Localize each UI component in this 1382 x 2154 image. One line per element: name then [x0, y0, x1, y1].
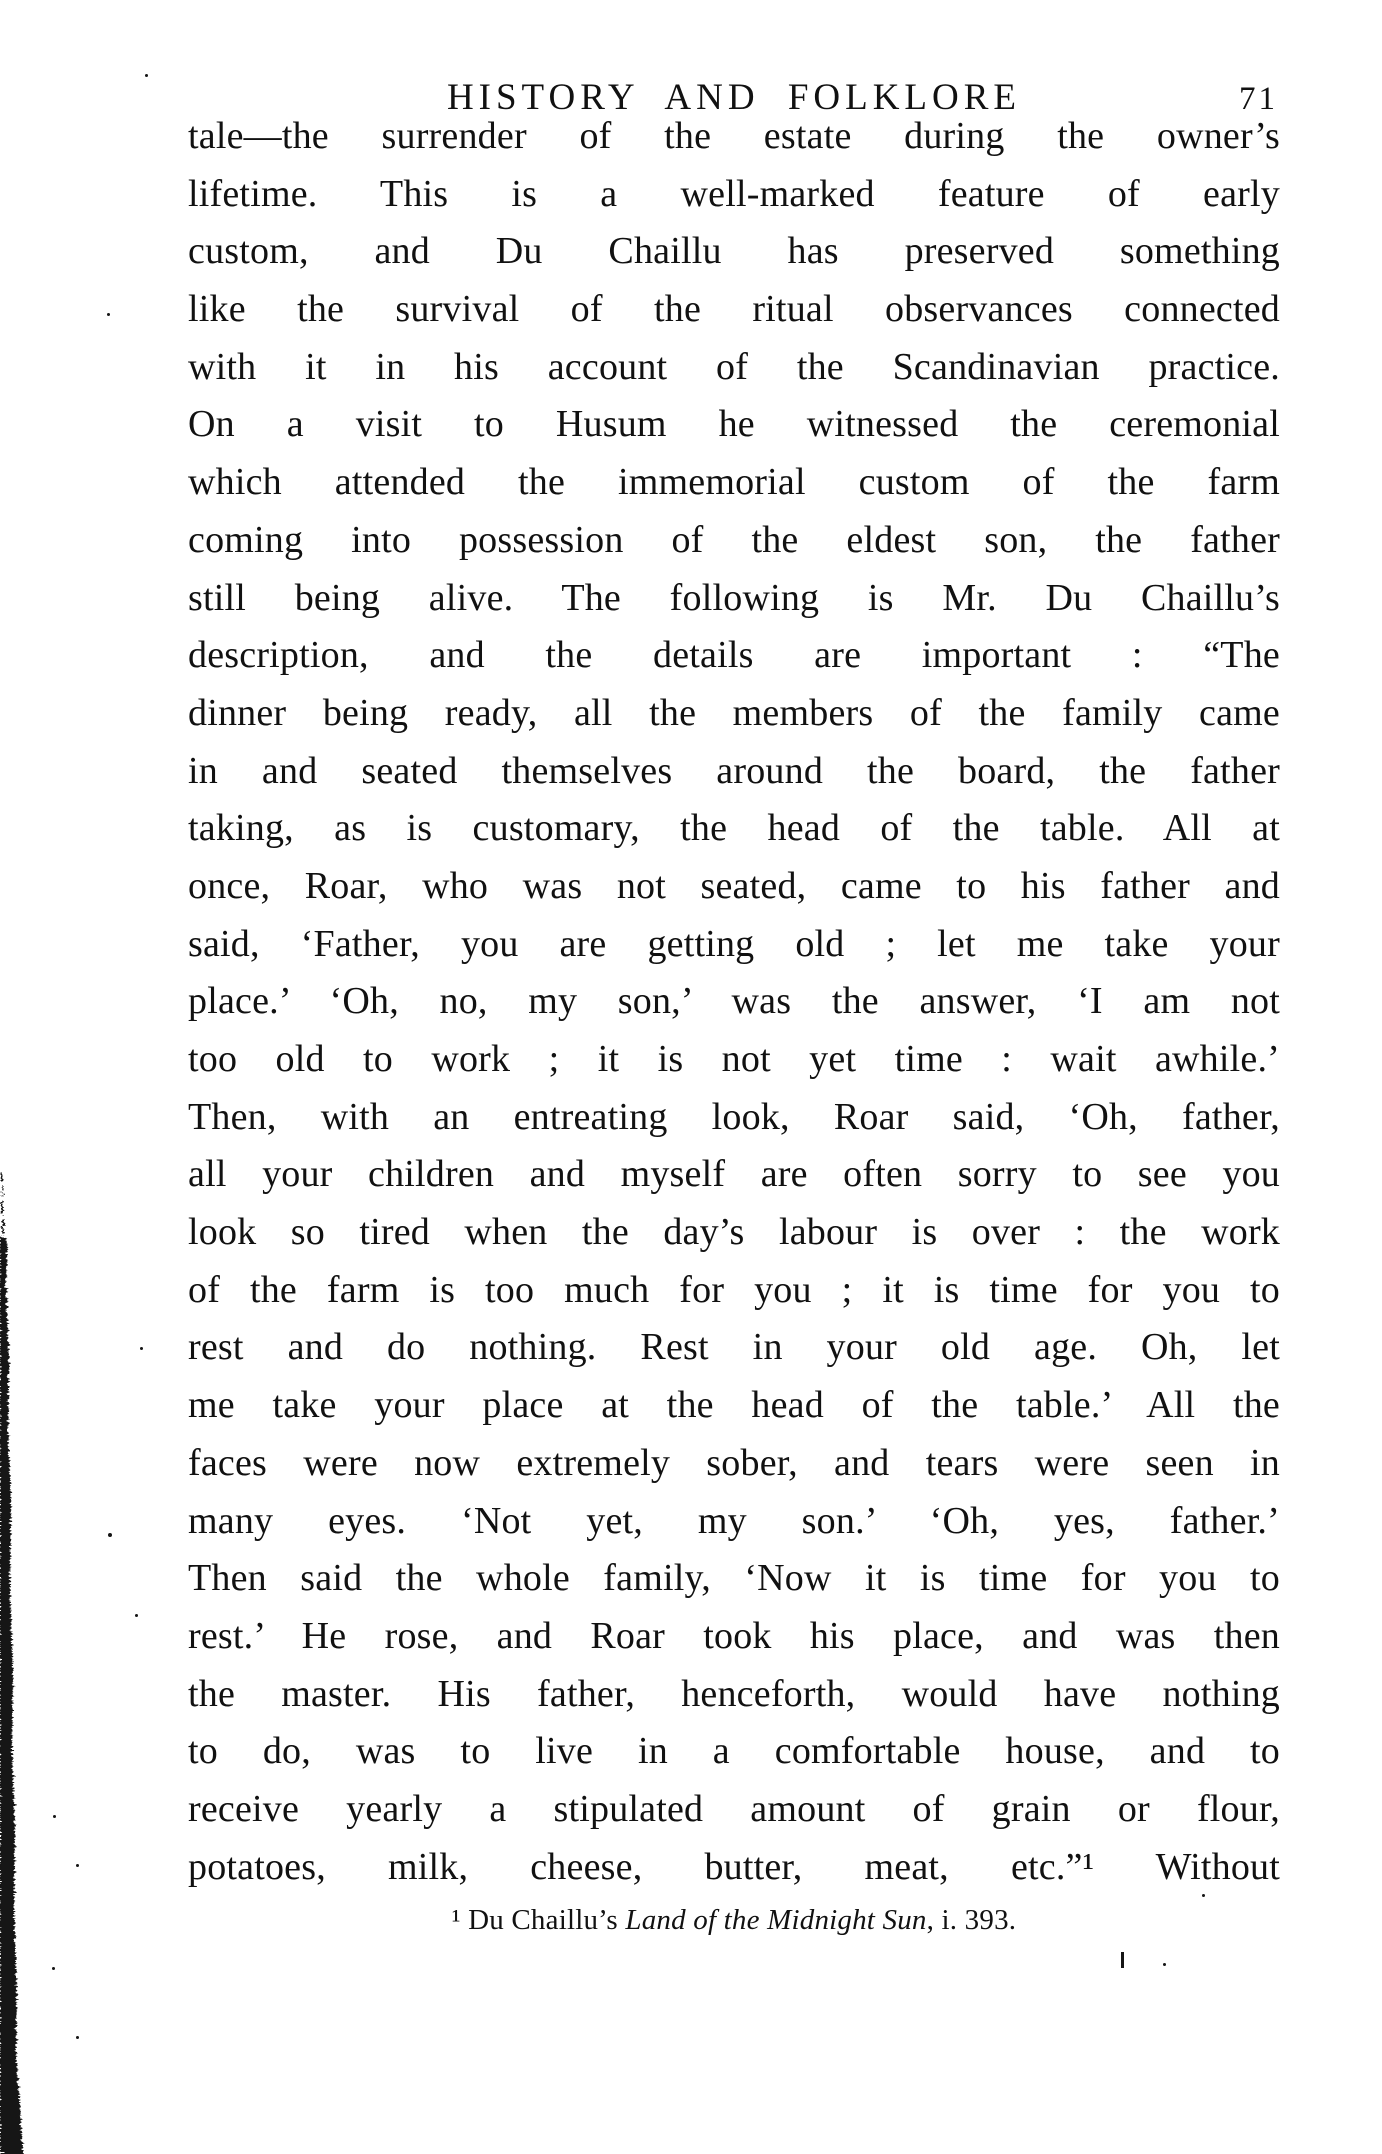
text-line: tale—the surrender of the estate during the owner’s: [188, 115, 1280, 157]
page-number: 71: [1239, 81, 1278, 117]
text-line: of the farm is too much for you ; it is time for you to: [188, 1268, 1280, 1311]
text-line: still being alive. The following is Mr. Du Chaillu’s: [188, 576, 1280, 619]
scan-binding-artifact: [0, 1170, 28, 2154]
text-line: Then, with an entreating look, Roar said, ‘Oh, father,: [188, 1095, 1280, 1138]
text-line: to do, was to live in a comfortable house, and to: [188, 1730, 1280, 1773]
text-line: description, and the details are important : “The: [188, 634, 1280, 677]
ink-speck: [76, 1864, 79, 1867]
ink-speck: [1163, 1963, 1166, 1966]
text-line: dinner being ready, all the members of the family came: [188, 691, 1280, 734]
text-line: look so tired when the day’s labour is over : the work: [188, 1211, 1280, 1254]
page-title: HISTORY AND FOLKLORE: [446, 77, 1022, 118]
text-line: too old to work ; it is not yet time : wait awhile.’: [188, 1038, 1280, 1080]
ink-speck: [107, 313, 110, 316]
ink-tick: [1121, 1952, 1124, 1968]
text-line: which attended the immemorial custom of the farm: [188, 461, 1280, 504]
text-line: lifetime. This is a well-marked feature of early: [188, 172, 1280, 215]
footnote-marker-author: ¹ Du Chaillu’s: [451, 1904, 626, 1936]
text-line: many eyes. ‘Not yet, my son.’ ‘Oh, yes, father.’: [188, 1499, 1280, 1542]
ink-speck: [145, 74, 148, 77]
text-line: rest and do nothing. Rest in your old age. Oh, let: [188, 1326, 1280, 1369]
ink-speck: [1202, 1894, 1205, 1897]
text-line: once, Roar, who was not seated, came to his father and: [188, 864, 1280, 907]
ink-speck: [53, 1815, 56, 1818]
text-line: coming into possession of the eldest son, the father: [188, 518, 1280, 561]
text-line: said, ‘Father, you are getting old ; let me take your: [188, 922, 1280, 965]
footnote-work-title: Land of the Midnight Sun: [625, 1904, 927, 1936]
text-line: like the survival of the ritual observances connected: [188, 288, 1280, 331]
text-line: receive yearly a stipulated amount of grain or flour,: [188, 1787, 1280, 1830]
text-line: On a visit to Husum he witnessed the ceremonial: [188, 403, 1280, 446]
ink-speck: [135, 1614, 138, 1617]
text-line: all your children and myself are often sorry to see you: [188, 1153, 1280, 1196]
text-line: place.’ ‘Oh, no, my son,’ was the answer, ‘I am not: [188, 980, 1280, 1023]
text-line: the master. His father, henceforth, would have nothing: [188, 1672, 1280, 1715]
text-line: Then said the whole family, ‘Now it is time for you to: [188, 1557, 1280, 1600]
text-line: rest.’ He rose, and Roar took his place, and was then: [188, 1614, 1280, 1657]
body-text: [188, 108, 1280, 1896]
text-line: custom, and Du Chaillu has preserved something: [188, 230, 1280, 273]
ink-speck: [76, 2036, 79, 2039]
text-line: in and seated themselves around the board, the father: [188, 749, 1280, 792]
text-line: potatoes, milk, cheese, butter, meat, etc.”¹ Without: [188, 1845, 1280, 1888]
text-line: taking, as is customary, the head of the table. All at: [188, 807, 1280, 850]
ink-speck: [108, 1533, 112, 1537]
ink-speck: [52, 1967, 55, 1970]
text-line: with it in his account of the Scandinavian practice.: [188, 345, 1280, 388]
text-line: me take your place at the head of the table.’ All the: [188, 1384, 1280, 1427]
footnote: [188, 1904, 1280, 1937]
footnote-citation-suffix: , i. 393.: [926, 1904, 1017, 1936]
ink-speck: [140, 1347, 143, 1350]
text-line: faces were now extremely sober, and tears were seen in: [188, 1441, 1280, 1484]
